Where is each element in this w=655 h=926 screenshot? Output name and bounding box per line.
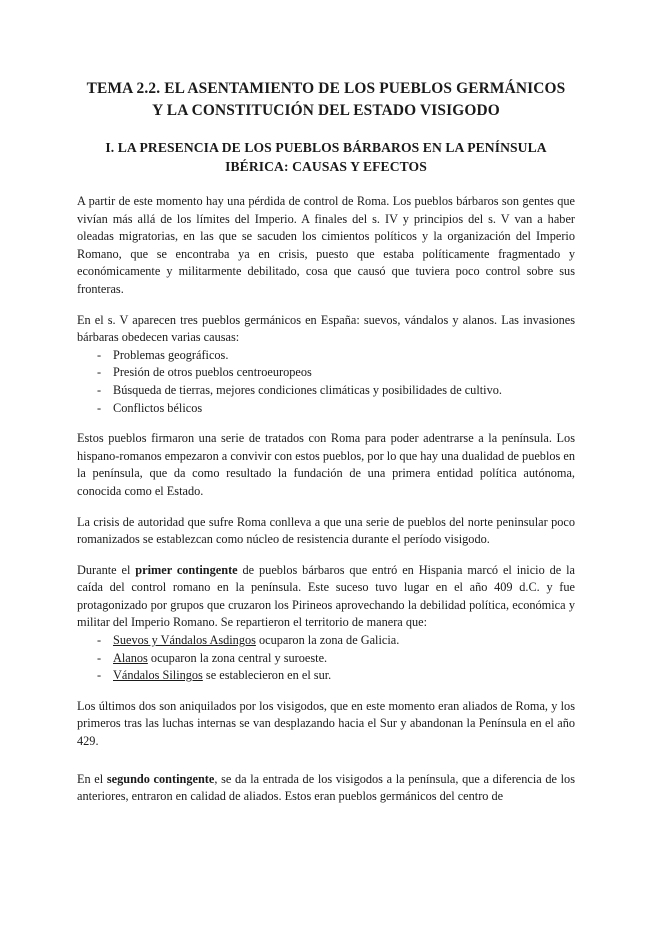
title-line-2: Y LA CONSTITUCIÓN DEL ESTADO VISIGODO: [152, 102, 500, 119]
people-territory: ocuparon la zona central y suroeste.: [147, 650, 328, 665]
list-item-text: Problemas geográficos.: [113, 347, 229, 362]
p5-bold: primer contingente: [135, 562, 238, 577]
people-territory: ocuparon la zona de Galicia.: [255, 633, 400, 648]
p5-pre: Durante el: [77, 562, 136, 577]
document-title: [77, 78, 575, 122]
paragraph-7: [77, 771, 575, 806]
list-item: [77, 632, 575, 650]
paragraph-2: En el s. V aparecen tres pueblos germánicos en España: suevos, vándalos y alanos. Las invasiones bárbaras obedecen varias causas:: [77, 312, 575, 345]
list-item-text: Presión de otros pueblos centroeuropeos: [113, 365, 312, 380]
territories-list: [77, 632, 575, 685]
people-name: Vándalos Silingos: [113, 668, 203, 683]
list-item: [77, 667, 575, 685]
list-item: [77, 347, 575, 365]
people-territory: se establecieron en el sur.: [202, 668, 332, 683]
paragraph-6: Los últimos dos son aniquilados por los visigodos, que en este momento eran aliados de Roma, y los primeros tras las luchas internas se van desplazando hacia el Sur y abandonan la Península en el año 429.: [77, 698, 575, 749]
causes-list: [77, 347, 575, 417]
list-dash: -: [97, 365, 102, 380]
list-item-text: Conflictos bélicos: [113, 400, 203, 415]
people-name: Alanos: [113, 650, 148, 665]
paragraph-5: [77, 562, 575, 632]
list-dash: -: [97, 668, 102, 683]
list-dash: -: [97, 347, 102, 362]
list-item-text: Búsqueda de tierras, mejores condiciones climáticas y posibilidades de cultivo.: [113, 382, 502, 397]
p7-post: , se da la entrada de los visigodos a la península, que a diferencia de los anteriores, entraron en calidad de aliados. Estos eran pueblos germánicos del centro de: [77, 771, 575, 804]
paragraph-1: A partir de este momento hay una pérdida de control de Roma. Los pueblos bárbaros son gentes que vivían más allá de los límites del Imperio. A finales del s. IV y principios del s. V van a haber oleadas migratorias, en las que se sacuden los cimientos políticos y la organización del Imperio Romano, que se encontraba ya en crisis, puesto que estaba políticamente fragmentado y económicamente y militarmente debilitado, cosa que causó que tuviera poco control sobre sus fronteras.: [77, 194, 575, 296]
section-heading-line-1: I. LA PRESENCIA DE LOS PUEBLOS BÁRBAROS EN LA PENÍNSULA: [105, 140, 547, 155]
section-heading: [77, 138, 575, 176]
list-dash: -: [97, 633, 102, 648]
p7-bold: segundo contingente: [106, 771, 215, 786]
section-heading-line-2: IBÉRICA: CAUSAS Y EFECTOS: [225, 159, 427, 174]
list-item: [77, 400, 575, 418]
list-item: [77, 650, 575, 668]
list-dash: -: [97, 382, 102, 397]
p7-pre: En el: [77, 771, 107, 786]
people-name: Suevos y Vándalos Asdingos: [113, 633, 256, 648]
title-line-1: TEMA 2.2. EL ASENTAMIENTO DE LOS PUEBLOS GERMÁNICOS: [86, 80, 566, 97]
paragraph-4: La crisis de autoridad que sufre Roma conlleva a que una serie de pueblos del norte peninsular poco romanizados se establezcan como núcleo de resistencia durante el período visigodo.: [77, 514, 575, 547]
p5-post: de pueblos bárbaros que entró en Hispania marcó el inicio de la caída del control romano en la península. Este suceso tuvo lugar en el año 409 d.C. y fue protagonizado por grupos que cruzaron los Pirineos aprovechando la debilidad política, económica y militar del Imperio Romano. Se repartieron el territorio de manera que:: [77, 562, 575, 630]
document-page: [0, 78, 655, 926]
list-item: [77, 364, 575, 382]
list-dash: -: [97, 400, 102, 415]
list-item: [77, 382, 575, 400]
paragraph-3: Estos pueblos firmaron una serie de tratados con Roma para poder adentrarse a la península. Los hispano-romanos empezaron a convivir con estos pueblos, por lo que hay una dualidad de pueblos en la península, que da como resultado la fundación de una primera entidad política autónoma, conocida como el Estado.: [77, 431, 575, 498]
list-dash: -: [97, 650, 102, 665]
